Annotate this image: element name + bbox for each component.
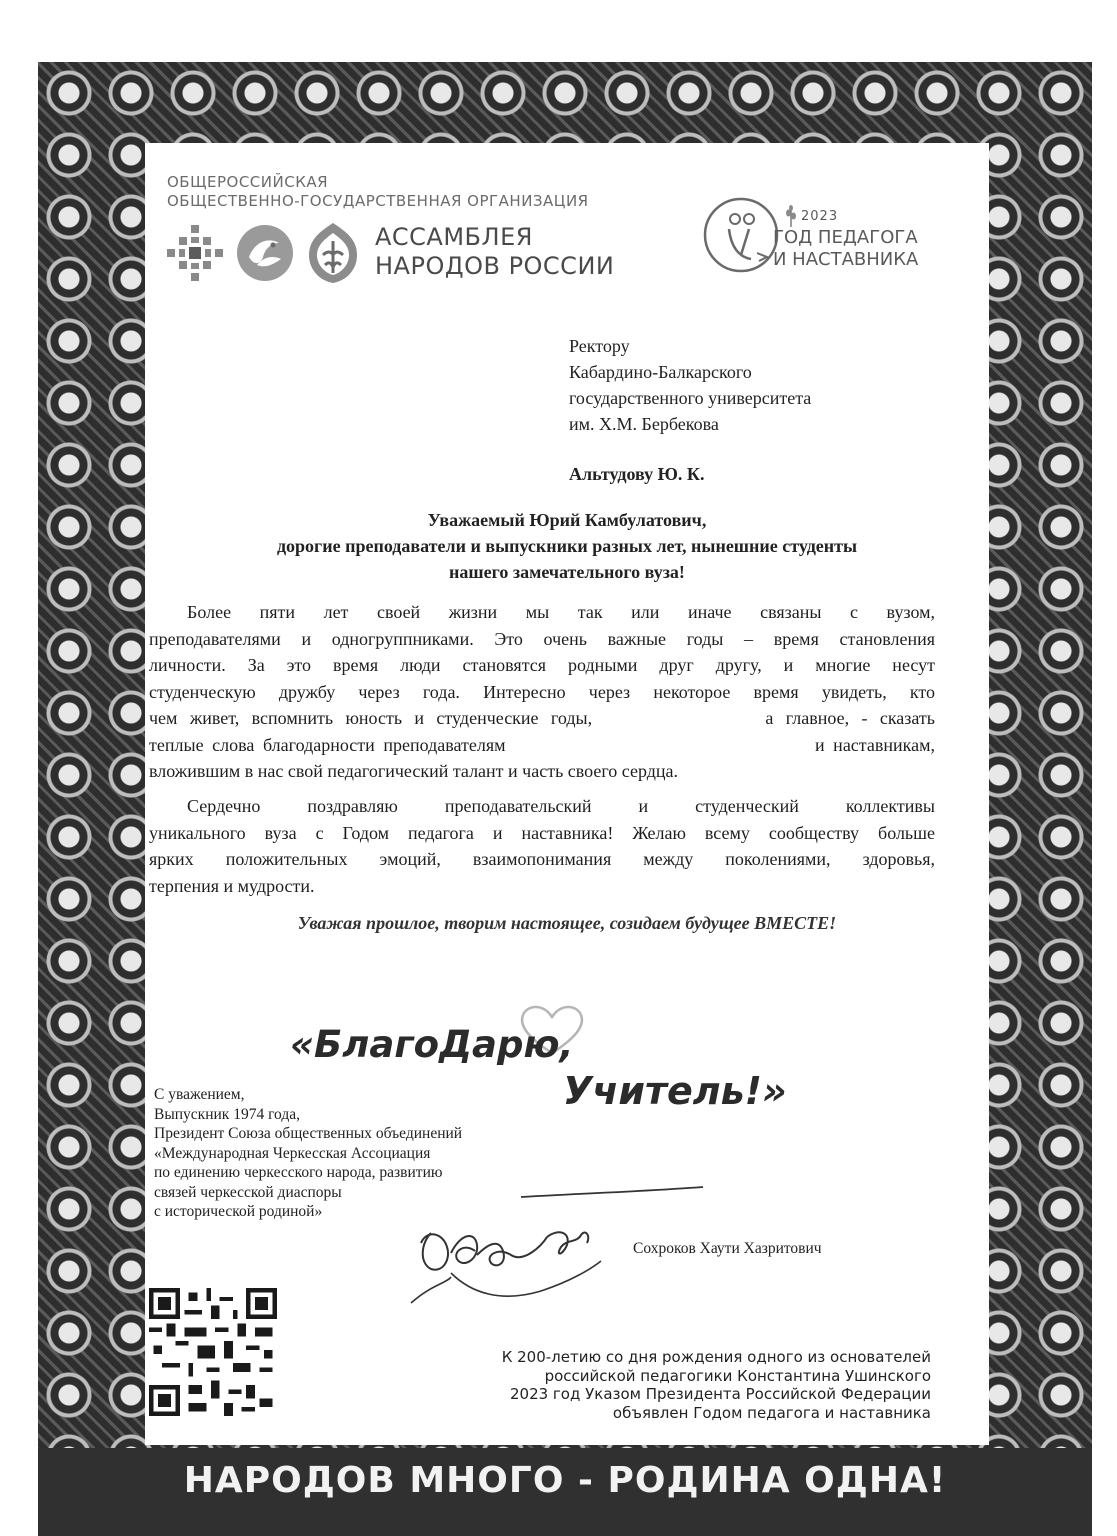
campaign-title-line-2: Учитель!» bbox=[563, 1069, 787, 1113]
paragraph-line: студенческую дружбу через года. Интересно через некоторое время увидеть, кто bbox=[149, 681, 935, 702]
assembly-line-2: НАРОДОВ РОССИИ bbox=[375, 252, 615, 280]
assembly-line-1: АССАМБЛЕЯ bbox=[375, 223, 533, 251]
signature-line: с исторической родиной» bbox=[154, 1203, 323, 1220]
slogan: НАРОДОВ МНОГО - РОДИНА ОДНА! bbox=[183, 1460, 947, 1501]
organization-caption bbox=[167, 173, 589, 211]
addressee-block bbox=[569, 333, 811, 437]
tree-of-life-logo-icon bbox=[305, 221, 361, 285]
org-line-1: ОБЩЕРОССИЙСКАЯ bbox=[167, 173, 329, 191]
motto: Уважая прошлое, творим настоящее, созидаем будущее ВМЕСТЕ! bbox=[297, 913, 837, 933]
body-paragraph-2 bbox=[149, 793, 935, 899]
year-logo-line-1: ГОД ПЕДАГОГА bbox=[773, 227, 918, 248]
anniversary-note bbox=[502, 1348, 931, 1422]
year-logo-line-2: И НАСТАВНИКА bbox=[773, 249, 919, 270]
signature-line: по единению черкесского народа, развитию bbox=[154, 1164, 443, 1181]
note-line: К 200-летию со дня рождения одного из основателей bbox=[501, 1348, 931, 1366]
paragraph-line: Сердечно поздравляю преподавательский и студенческий коллективы bbox=[187, 796, 935, 816]
addressee-line: им. Х.М. Бербекова bbox=[569, 414, 719, 434]
owl-emblem-icon bbox=[701, 195, 781, 275]
org-line-2: ОБЩЕСТВЕННО-ГОСУДАРСТВЕННАЯ ОРГАНИЗАЦИЯ bbox=[167, 192, 589, 210]
paragraph-line: личности. За это время люди становятся родными друг другу, и многие несут bbox=[149, 655, 935, 675]
greeting bbox=[145, 507, 989, 585]
paragraph-line: ярких положительных эмоций, взаимопонимания между поколениями, здоровья, bbox=[149, 849, 935, 869]
year-logo-title bbox=[773, 227, 918, 271]
addressee-line: Кабардино-Балкарского bbox=[569, 362, 752, 382]
paragraph-line: уникального вуза с Годом педагога и наставника! Желаю всему сообществу больше bbox=[149, 822, 935, 843]
qr-code bbox=[149, 1288, 277, 1416]
addressee-line: Ректору bbox=[569, 336, 630, 356]
addressee-line: государственного университета bbox=[569, 388, 812, 408]
body-paragraph-1 bbox=[149, 599, 935, 785]
greeting-line-2: дорогие преподаватели и выпускники разных лет, нынешние студенты bbox=[276, 536, 858, 556]
note-line: объявлен Годом педагога и наставника bbox=[612, 1403, 931, 1422]
bird-logo-icon bbox=[235, 223, 295, 283]
paragraph-line: чем живет, вспомнить юность и студенческие годы, а главное, - сказать bbox=[149, 708, 935, 728]
greeting-line-3: нашего замечательного вуза! bbox=[449, 562, 685, 582]
note-line: 2023 год Указом Президента Российской Федерации bbox=[509, 1385, 931, 1403]
paragraph-line: вложившим в нас свой педагогический талант и часть своего сердца. bbox=[149, 761, 679, 781]
letter-sheet bbox=[145, 143, 989, 1445]
ornament-logo-icon bbox=[165, 223, 225, 283]
signature-line: Выпускник 1974 года, bbox=[154, 1105, 300, 1123]
slogan-band bbox=[38, 1448, 1092, 1536]
signature-line: связей черкесской диаспоры bbox=[154, 1183, 342, 1201]
paragraph-line: преподавателями и одногруппниками. Это очень важные годы – время становления bbox=[149, 628, 935, 649]
paragraph-line: теплые слова благодарности преподавателям и наставникам, bbox=[149, 734, 935, 755]
paragraph-line: терпения и мудрости. bbox=[149, 875, 315, 896]
year-logo-year: 2023 bbox=[801, 209, 839, 224]
note-line: российской педагогики Константина Ушинского bbox=[544, 1366, 931, 1385]
signature-line: Президент Союза общественных объединений bbox=[154, 1125, 463, 1142]
assembly-title bbox=[375, 223, 614, 281]
greeting-line-1: Уважаемый Юрий Камбулатович, bbox=[427, 510, 707, 530]
paragraph-line: Более пяти лет своей жизни мы так или иначе связаны с вузом, bbox=[187, 602, 935, 622]
signature-line: «Международная Черкесская Ассоциация bbox=[154, 1144, 431, 1162]
wheat-icon bbox=[785, 205, 797, 227]
signer-name: Сохроков Хаути Хазритович bbox=[633, 1240, 822, 1257]
addressee-name: Альтудову Ю. К. bbox=[569, 464, 705, 484]
campaign-title-line-1: «БлагоДарю, bbox=[290, 1023, 574, 1066]
signature-line: С уважением, bbox=[154, 1086, 245, 1103]
